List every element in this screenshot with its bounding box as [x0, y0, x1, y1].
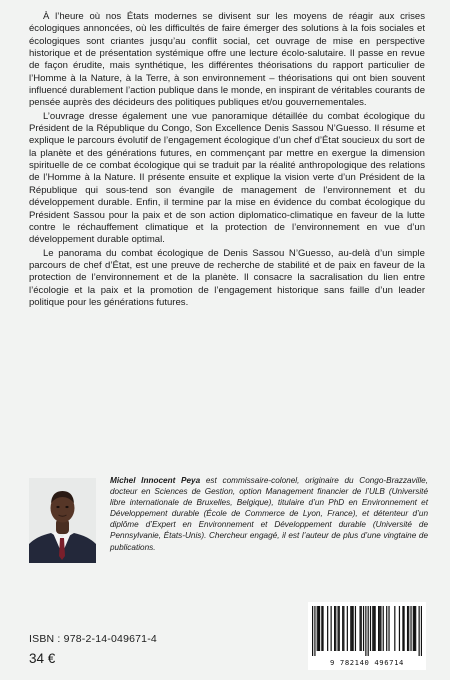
barcode-bar	[347, 606, 348, 651]
barcode-bar	[318, 606, 319, 651]
barcode-bar	[355, 606, 356, 651]
barcode-bar	[388, 606, 389, 651]
barcode-bar	[407, 606, 408, 651]
barcode-bar	[312, 606, 313, 656]
barcode-bar	[353, 606, 354, 651]
barcode-bar	[380, 606, 381, 651]
barcode-bar	[414, 606, 415, 651]
barcode-bar	[342, 606, 343, 651]
barcode-bar	[339, 606, 340, 651]
book-summary	[29, 11, 425, 309]
isbn-number: ISBN : 978-2-14-049671-4	[29, 633, 157, 645]
barcode-bar	[327, 606, 328, 651]
barcode-bar	[350, 606, 351, 651]
barcode-bar	[334, 606, 335, 651]
barcode-bar	[399, 606, 400, 651]
barcode-bar	[343, 606, 344, 651]
barcode-bar	[394, 606, 395, 651]
author-bio-text: est commissaire-colonel, originaire du Congo-Brazzaville, docteur en Sciences de Gestion, option Management financier de l’ULB (Université libre internationale de Bruxelles, Belgique), titulaire d’un PhD en Environnement et Développement durable (École de Commerce de Lyon, France), et détenteur d’un diplôme d’Expert en Environnement et Développement durable (Université de Pennsylvanie, États-Unis). Chercheur engagé, il est l’auteur de plus d’une vingtaine de publications.	[110, 476, 428, 552]
barcode	[308, 602, 426, 670]
barcode-bar	[383, 606, 384, 651]
author-bio	[110, 475, 428, 553]
barcode-bar	[361, 606, 362, 651]
barcode-bar	[415, 606, 416, 651]
barcode-bar	[372, 606, 373, 651]
summary-paragraph-1: À l’heure où nos États modernes se divisent sur les moyens de réagir aux crises écologiques annoncées, où les difficultés de faire émerger des solutions à la fois sociales et écologiques sont criantes jusqu’au conflit social, cet ouvrage de mise en perspective historique et de présentation systémique offre une lecture écolo-salutaire. Il passe en revue de façon érudite, mais synthétique, les différentes théorisations du rapport particulier de l’Homme à la Nature, à la Terre, à son environnement – théorisations qui ont bien souvent influencé durablement l’action publique dans le monde, en inspirant de véritables courants de pensée auprès des décideurs des politiques publiques et/ou gouvernementales.	[29, 11, 425, 109]
barcode-bar	[386, 606, 387, 651]
barcode-bar	[370, 606, 371, 651]
author-name: Michel Innocent Peya	[110, 476, 201, 485]
barcode-bar	[319, 606, 320, 651]
barcode-bar	[365, 606, 366, 656]
summary-paragraph-3: Le panorama du combat écologique de Denis Sassou N’Guesso, au-delà d’un simple parcours de chef d’État, est une preuve de recherche de stabilité et de paix en faveur de la protection de l’environnement et de la planète. Il consacre la sacralisation du lien entre l’écologie et la paix et la promotion de l’engagement historique sans faille d’un leader politique pour les générations futures.	[29, 247, 425, 308]
barcode-bar	[322, 606, 323, 651]
barcode-bar	[378, 606, 379, 651]
barcode-bar	[335, 606, 336, 651]
barcode-digits: 9 782140 496714	[330, 658, 404, 667]
barcode-bar	[337, 606, 338, 651]
book-price: 34 €	[29, 651, 56, 666]
summary-paragraph-2: L’ouvrage dresse également une vue panoramique détaillée du combat écologique du Président de la République du Congo, Son Excellence Denis Sassou N’Guesso. Il résume et explique le parcours évolutif de l’engagement écologique d’un chef d’État soucieux du sort de la planète et des générations futures, en commençant par mettre en exergue la dimension spirituelle de ce combat écologique qui se traduit par la réalité anthropologique des relations de l’Homme à la Nature. Il présente ensuite et explique la vision verte d’un Président de la République qui sous-tend son évangile de management de l’environnement et du développement durable. Enfin, il termine par la mise en évidence du combat écologique du Président Sassou pour la paix et de son action diplomatico-climatique en faveur de la lutte contre le réchauffement climatique et la protection de l’environnement en vue d’un développement durable optimal.	[29, 110, 425, 246]
barcode-bar	[410, 606, 411, 651]
barcode-bar	[421, 606, 422, 656]
barcode-bar	[317, 606, 318, 651]
barcode-bar	[419, 606, 420, 656]
barcode-icon	[312, 606, 422, 656]
barcode-bar	[402, 606, 403, 651]
barcode-bar	[359, 606, 360, 651]
barcode-bar	[368, 606, 369, 656]
barcode-bar	[331, 606, 332, 651]
barcode-bar	[321, 606, 322, 651]
author-portrait-icon	[29, 478, 96, 563]
barcode-bar	[413, 606, 414, 651]
barcode-bar	[314, 606, 315, 656]
barcode-bar	[363, 606, 364, 651]
barcode-bar	[379, 606, 380, 651]
barcode-bar	[408, 606, 409, 651]
barcode-bar	[373, 606, 374, 651]
barcode-bar	[351, 606, 352, 651]
barcode-bar	[403, 606, 404, 651]
author-photo	[29, 478, 96, 563]
barcode-bar	[375, 606, 376, 651]
